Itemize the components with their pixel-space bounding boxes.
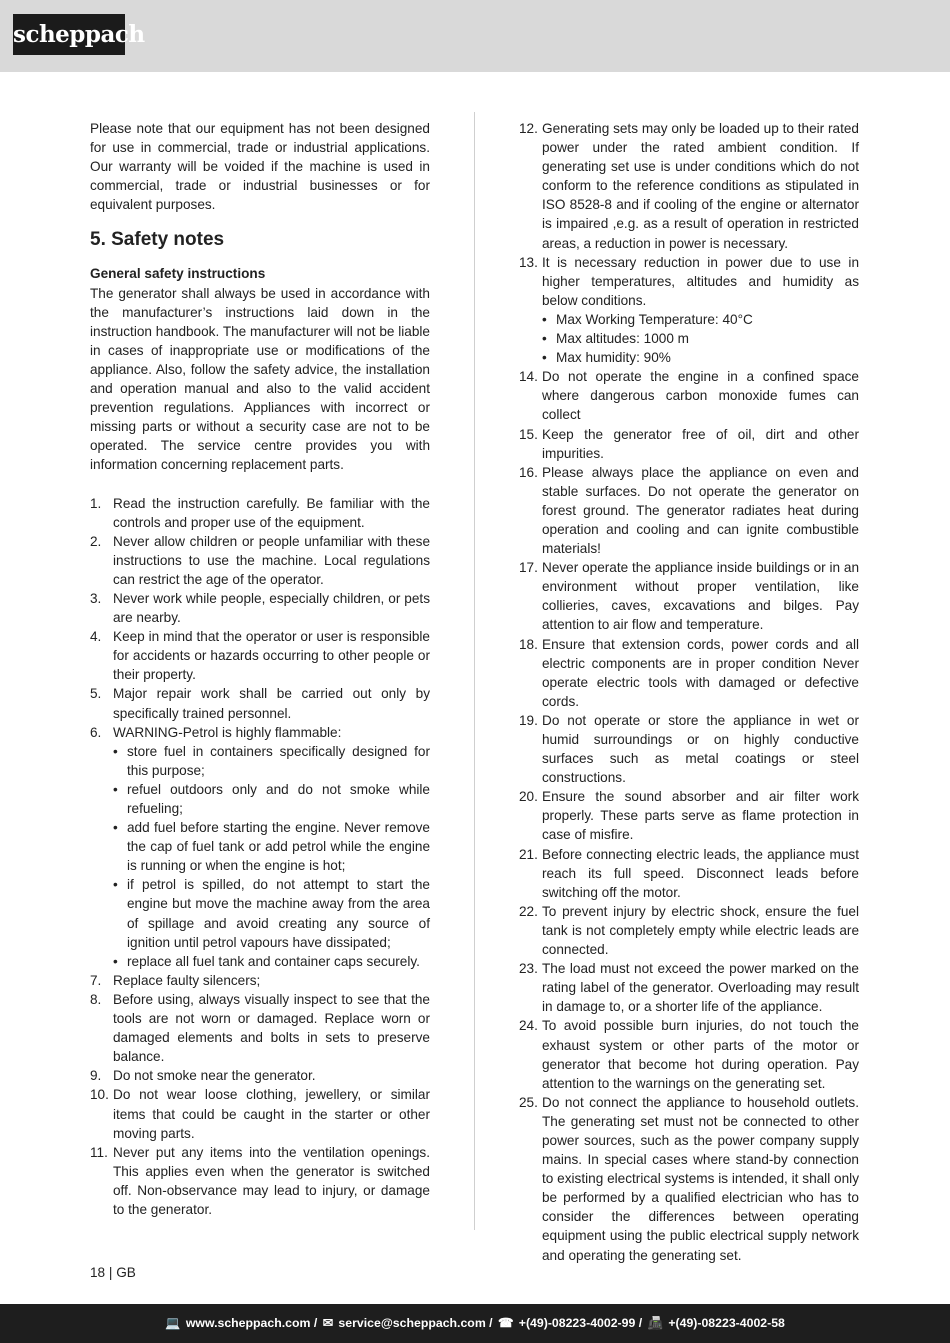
email-link[interactable]: service@scheppach.com / <box>338 1316 493 1330</box>
list-item: 10. Do not wear loose clothing, jewellery, or similar items that could be caught in the starter or other moving parts. <box>90 1087 430 1141</box>
list-item: 7. Replace faulty silencers; <box>90 972 261 988</box>
list-item: 18. Ensure that extension cords, power cords and all electric components are in proper condition Never operate electric tools with damaged or defective cords. <box>519 636 859 709</box>
right-column <box>519 119 859 1265</box>
list-item: 9. Do not smoke near the generator. <box>90 1068 316 1084</box>
list-item: 11. Never put any items into the ventilation openings. This applies even when the generator is switched off. Non-observance may lead to injury, or damage to the generator. <box>90 1144 430 1217</box>
bullet-item: • Max altitudes: 1000 m <box>542 331 689 347</box>
bullet-item: • add fuel before starting the engine. Never remove the cap of fuel tank or add petrol while the engine is running or when the engine is hot; <box>113 820 430 874</box>
subheading: General safety instructions <box>90 266 266 282</box>
list-item: 1. Read the instruction carefully. Be familiar with the controls and proper use of the equipment. <box>90 495 430 530</box>
list-item: 14. Do not operate the engine in a confined space where dangerous carbon monoxide fumes can collect <box>519 369 859 423</box>
list-item: 8. Before using, always visually inspect to see that the tools are not worn or damaged. Replace worn or damaged elements and bolts in sets to preserve balance. <box>90 991 430 1065</box>
bullet-item: • if petrol is spilled, do not attempt to start the engine but move the machine away from the area of spillage and avoid creating any source of ignition until petrol vapours have dissipated; <box>113 877 430 950</box>
list-item: 6. WARNING-Petrol is highly flammable: • store fuel in containers specifically designed for this purpose; • refuel outdoors only and do not smoke while refueling; • add fuel before starting the engine. Never remove the cap of fuel tank or add petrol while the engine is running or when the engine is hot; • if petrol is spilled, do not attempt to start the engine but move the machine away from the area of spillage and avoid creating any source of ignition until petrol vapours have dissipated; • replace all fuel tank and container caps securely. <box>90 723 430 971</box>
phone-number: +(49)-08223-4002-99 / <box>518 1316 643 1330</box>
page-header <box>0 0 950 72</box>
safety-list-right <box>519 119 859 1265</box>
intro-paragraph: Please note that our equipment has not been designed for use in commercial, trade or industrial applications. Our warranty will be voided if the machine is used in commercial, trade or industrial businesses or for equivalent purposes. <box>90 121 430 213</box>
list-item: 2. Never allow children or people unfamiliar with these instructions to use the machine. Local regulations can restrict the age of the operator. <box>90 533 430 587</box>
list-item: 13. It is necessary reduction in power due to use in higher temperatures, altitudes and humidity as below conditions. • Max Working Temperature: 40°C • Max altitudes: 1000 m • Max humidity: 90% <box>519 253 859 368</box>
list-item: 21. Before connecting electric leads, the appliance must reach its full speed. Disconnect leads before switching off the motor. <box>519 846 859 900</box>
page-number: 18 | GB <box>90 1265 136 1280</box>
bullet-item: • replace all fuel tank and container caps securely. <box>113 953 420 969</box>
fax-number: +(49)-08223-4002-58 <box>668 1316 785 1330</box>
list-item: 19. Do not operate or store the appliance in wet or humid surroundings or on highly conductive surfaces such as metal coatings or steel constructions. <box>519 712 859 786</box>
list-item: 24. To avoid possible burn injuries, do not touch the exhaust system or other parts of the motor or generator that become hot during operation. Pay attention to the warnings on the generating set. <box>519 1018 859 1091</box>
list-item: 16. Please always place the appliance on even and stable surfaces. Do not operate the generator on forest ground. The generator radiates heat during operation and cooling and can ignite combustible materials! <box>519 464 859 557</box>
bullet-item: • refuel outdoors only and do not smoke while refueling; <box>113 781 430 816</box>
column-divider <box>474 112 475 1230</box>
fax-icon: 📠 <box>647 1316 663 1330</box>
mail-icon: ✉ <box>322 1316 333 1330</box>
list-item: 3. Never work while people, especially children, or pets are nearby. <box>90 590 430 626</box>
list-item: 4. Keep in mind that the operator or user is responsible for accidents or hazards occurring to other people or their property. <box>90 629 430 683</box>
phone-icon: ☎ <box>498 1316 514 1330</box>
list-item: 15. Keep the generator free of oil, dirt and other impurities. <box>519 426 859 461</box>
list-item: 17. Never operate the appliance inside buildings or in an environment without proper ventilation, like collieries, caves, excavations and bilges. Pay attention to air flow and temperature. <box>519 560 859 633</box>
list-item: 20. Ensure the sound absorber and air filter work properly. These parts serve as flame protection in case of misfire. <box>519 789 859 843</box>
bullet-item: • Max humidity: 90% <box>542 350 671 366</box>
computer-icon: 💻 <box>165 1316 181 1330</box>
bullet-item: • store fuel in containers specifically designed for this purpose; <box>113 743 430 778</box>
bullet-item: • Max Working Temperature: 40°C <box>542 311 753 327</box>
website-link[interactable]: www.scheppach.com / <box>185 1316 318 1330</box>
section-title: 5. Safety notes <box>90 229 225 251</box>
conditions-bullets <box>542 310 859 367</box>
left-column <box>90 119 430 1219</box>
safety-list-left <box>90 494 430 1220</box>
general-paragraph: The generator shall always be used in accordance with the manufacturer’s instructions laid down in the instruction handbook. The manufacturer will not be liable in cases of inappropriate use or modifications of the appliance. Also, follow the safety advice, the installation and operation manual and also to the valid accident prevention regulations. Appliances with incorrect or missing parts or without a security case are not to be operated. The service centre provides you with information concerning replacement parts. <box>90 285 430 473</box>
list-item: 5. Major repair work shall be carried out only by specifically trained personnel. <box>90 686 430 721</box>
page-footer <box>0 1304 950 1343</box>
list-item: 22. To prevent injury by electric shock, ensure the fuel tank is not completely empty while electric leads are connected. <box>519 903 859 958</box>
list-item: 25. Do not connect the appliance to household outlets. The generating set must not be connected to other power sources, such as the power company supply mains. In special cases where stand-by connection to existing electrical systems is intended, it shall only be performed by a qualified electrician who has to consider the differences between operating equipment using the public electrical supply network and operating the generating set. <box>519 1094 859 1263</box>
brand-logo: scheppach <box>13 14 125 55</box>
list-item: 12. Generating sets may only be loaded up to their rated power under the rated ambient condition. If generating set use is under conditions which do not conform to the reference conditions as stipulated in ISO 8528-8 and if cooling of the engine or alternator is impaired ,e.g. as a result of operation in restricted areas, a reduction in power is necessary. <box>519 121 859 251</box>
list-item: 23. The load must not exceed the power marked on the rating label of the generator. Overloading may result in damage to, or a shorter life of the appliance. <box>519 961 859 1015</box>
petrol-bullets <box>113 742 430 971</box>
